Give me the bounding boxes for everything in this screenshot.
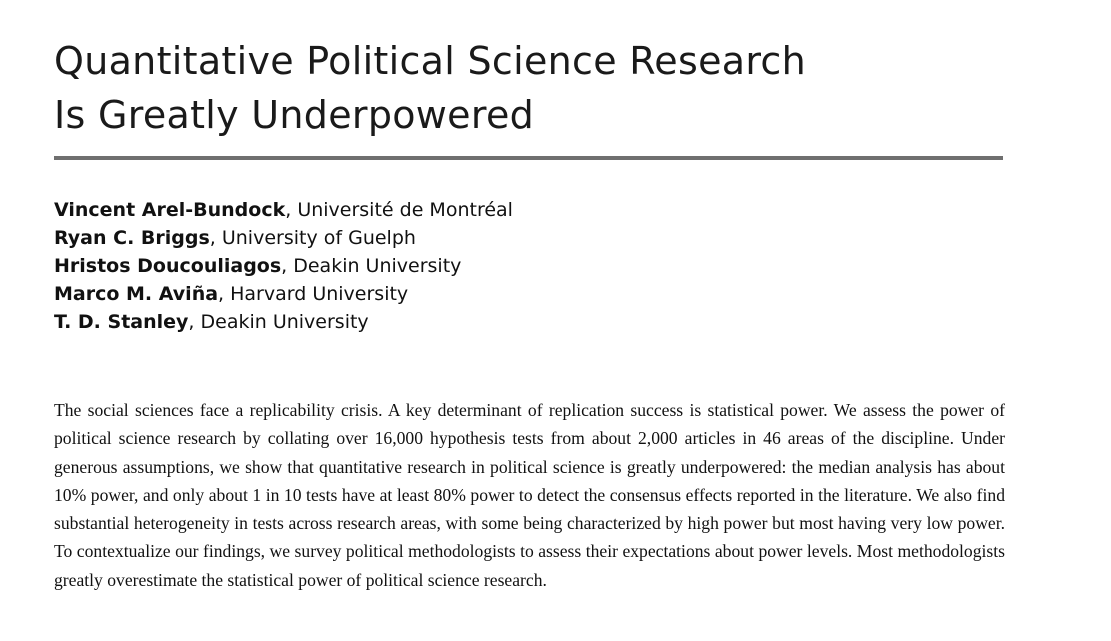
article-first-page (54, 0, 1005, 612)
author-affiliation: , University of Guelph (209, 227, 416, 249)
article-title-line-1: Quantitative Political Science Research (54, 39, 806, 83)
author-list (54, 196, 1005, 336)
abstract-text: The social sciences face a replicability crisis. A key determinant of replication success is statistical power. We assess the power of political science research by collating over 16,000 hypothesis tests from about 2,000 articles in 46 areas of the discipline. Under generous assumptions, we show that quantitative research in political science is greatly underpowered: the median analysis has about 10% power, and only about 1 in 10 tests have at least 80% power to detect the consensus effects reported in the literature. We also find substantial heterogeneity in tests across research areas, with some being characterized by high power but most having very low power. To contextualize our findings, we survey political methodologists to assess their expectations about power levels. Most methodologists greatly overestimate the statistical power of political science research. (54, 400, 1005, 590)
author-affiliation: , Harvard University (218, 283, 409, 305)
author-entry (54, 280, 1005, 308)
author-affiliation: , Université de Montréal (285, 199, 513, 221)
author-name: Vincent Arel-Bundock (54, 199, 286, 221)
author-entry (54, 308, 1005, 336)
author-name: Marco M. Aviña (54, 283, 219, 305)
author-name: Hristos Doucouliagos (54, 255, 282, 277)
title-divider (54, 156, 1003, 160)
author-affiliation: , Deakin University (188, 311, 369, 333)
author-name: Ryan C. Briggs (54, 227, 210, 249)
author-entry (54, 252, 1005, 280)
article-title-line-2: Is Greatly Underpowered (54, 93, 535, 137)
article-title (54, 0, 1005, 142)
author-entry (54, 196, 1005, 224)
author-affiliation: , Deakin University (281, 255, 462, 277)
author-name: T. D. Stanley (54, 311, 189, 333)
author-entry (54, 224, 1005, 252)
